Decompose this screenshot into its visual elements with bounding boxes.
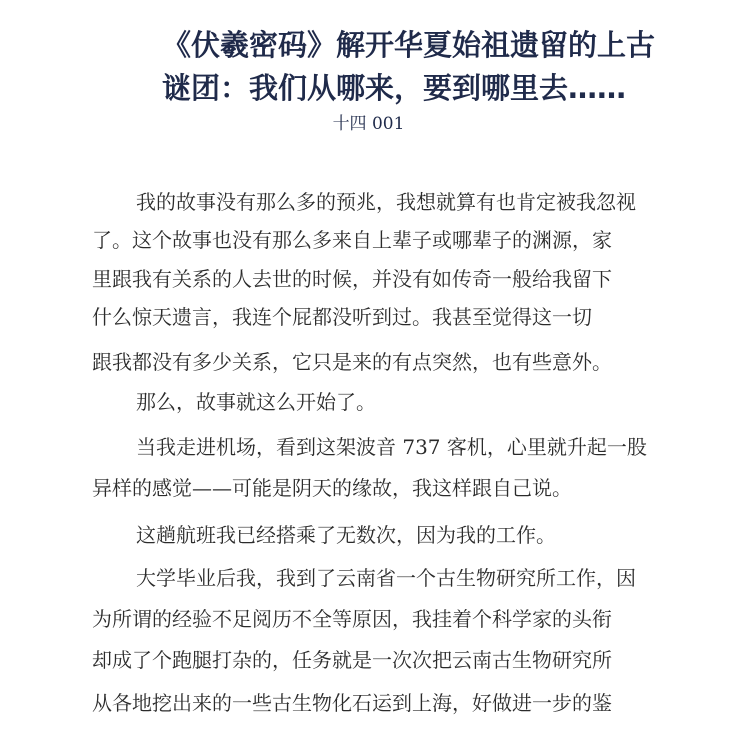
chapter-heading: 十四 001 xyxy=(332,114,405,134)
text-line: 这趟航班我已经搭乘了无数次，因为我的工作。 xyxy=(136,523,556,547)
text-line: 什么惊天遗言，我连个屁都没听到过。我甚至觉得这一切 xyxy=(92,305,592,329)
text-line: 里跟我有关系的人去世的时候，并没有如传奇一般给我留下 xyxy=(92,267,612,291)
text-line: 我的故事没有那么多的预兆，我想就算有也肯定被我忽视 xyxy=(136,190,636,214)
page-title-line-2: 谜团：我们从哪来，要到哪里去…… xyxy=(162,71,627,105)
text-line: 大学毕业后我，我到了云南省一个古生物研究所工作，因 xyxy=(136,566,636,590)
text-line: 异样的感觉——可能是阴天的缘故，我这样跟自己说。 xyxy=(92,476,572,500)
text-line: 了。这个故事也没有那么多来自上辈子或哪辈子的渊源，家 xyxy=(92,228,612,252)
text-line: 跟我都没有多少关系，它只是来的有点突然，也有些意外。 xyxy=(92,350,612,374)
text-line: 却成了个跑腿打杂的，任务就是一次次把云南古生物研究所 xyxy=(92,648,612,672)
page-title-line-1: 《伏羲密码》解开华夏始祖遗留的上古 xyxy=(162,28,656,62)
text-line: 那么，故事就这么开始了。 xyxy=(136,390,376,414)
text-line: 从各地挖出来的一些古生物化石运到上海，好做进一步的鉴 xyxy=(92,691,612,715)
text-line: 当我走进机场，看到这架波音 737 客机，心里就升起一股 xyxy=(136,435,647,459)
text-line: 为所谓的经验不足阅历不全等原因，我挂着个科学家的头衔 xyxy=(92,607,612,631)
